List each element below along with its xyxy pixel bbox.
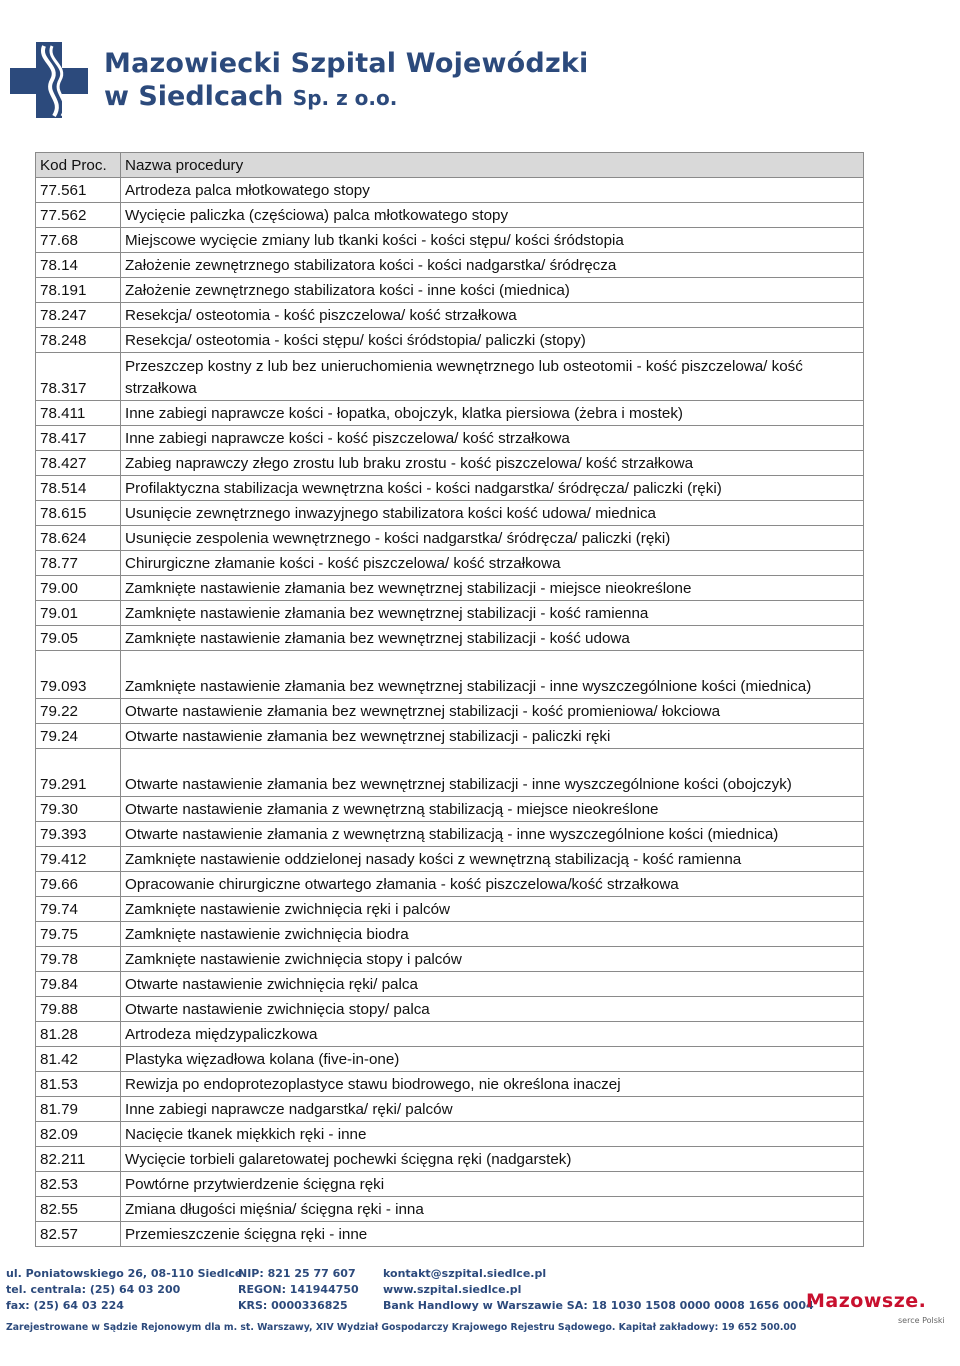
table-row (36, 203, 864, 228)
footer-regon: REGON: 141944750 (238, 1283, 359, 1296)
procedure-code-cell: 78.247 (36, 303, 121, 328)
procedure-code-cell: 78.248 (36, 328, 121, 353)
footer-fax: fax: (25) 64 03 224 (6, 1299, 124, 1312)
procedure-code-cell: 79.78 (36, 947, 121, 972)
procedure-code-cell: 79.01 (36, 601, 121, 626)
table-row (36, 972, 864, 997)
procedure-code-cell: 79.393 (36, 822, 121, 847)
procedure-code-cell: 78.317 (36, 353, 121, 401)
procedure-name-cell: Resekcja/ osteotomia - kości stępu/ kości śródstopia/ paliczki (stopy) (121, 328, 864, 353)
procedure-name-cell: Zamknięte nastawienie złamania bez wewnętrznej stabilizacji - kość ramienna (121, 601, 864, 626)
procedure-name-cell: Usunięcie zespolenia wewnętrznego - kości nadgarstka/ śródręcza/ paliczki (ręki) (121, 526, 864, 551)
procedure-code-cell: 81.28 (36, 1022, 121, 1047)
table-row (36, 228, 864, 253)
table-row (36, 724, 864, 749)
procedure-name-cell: Nacięcie tkanek miękkich ręki - inne (121, 1122, 864, 1147)
procedure-code-cell: 78.417 (36, 426, 121, 451)
procedure-code-cell: 79.093 (36, 651, 121, 699)
table-row (36, 847, 864, 872)
organization-name-line1: Mazowiecki Szpital Wojewódzki (104, 48, 589, 79)
procedure-code-cell: 79.84 (36, 972, 121, 997)
procedure-code-cell: 82.53 (36, 1172, 121, 1197)
footer-krs: KRS: 0000336825 (238, 1299, 348, 1312)
procedure-code-cell: 78.427 (36, 451, 121, 476)
footer-contact-column (6, 1266, 242, 1314)
procedure-code-cell: 78.615 (36, 501, 121, 526)
table-row (36, 1197, 864, 1222)
procedure-code-cell: 79.88 (36, 997, 121, 1022)
table-row (36, 947, 864, 972)
table-row (36, 278, 864, 303)
procedure-code-cell: 79.05 (36, 626, 121, 651)
table-row (36, 651, 864, 699)
procedure-name-cell: Zamknięte nastawienie zwichnięcia ręki i palców (121, 897, 864, 922)
organization-city: w Siedlcach (104, 81, 284, 112)
table-row (36, 897, 864, 922)
footer-website-link[interactable]: www.szpital.siedlce.pl (383, 1283, 522, 1296)
footer-ids-column (238, 1266, 359, 1314)
mazowsze-logo (806, 1290, 945, 1325)
column-header-code: Kod Proc. (36, 153, 121, 178)
procedure-name-cell: Powtórne przytwierdzenie ścięgna ręki (121, 1172, 864, 1197)
procedure-name-cell: Założenie zewnętrznego stabilizatora kości - kości nadgarstka/ śródręcza (121, 253, 864, 278)
procedure-name-cell: Usunięcie zewnętrznego inwazyjnego stabilizatora kości kość udowa/ miednica (121, 501, 864, 526)
footer-tel: tel. centrala: (25) 64 03 200 (6, 1283, 181, 1296)
footer-registration: Zarejestrowane w Sądzie Rejonowym dla m. st. Warszawy, XIV Wydział Gospodarczy Krajowego Rejestru Sądowego. Kapitał zakładowy: 19 652 500.00 (6, 1322, 797, 1333)
table-row (36, 551, 864, 576)
procedure-code-cell: 81.53 (36, 1072, 121, 1097)
procedure-name-cell: Chirurgiczne złamanie kości - kość piszczelowa/ kość strzałkowa (121, 551, 864, 576)
table-row (36, 797, 864, 822)
table-row (36, 1097, 864, 1122)
procedure-code-cell: 78.14 (36, 253, 121, 278)
table-row (36, 1147, 864, 1172)
procedure-name-cell: Rewizja po endoprotezoplastyce stawu biodrowego, nie określona inaczej (121, 1072, 864, 1097)
table-row (36, 601, 864, 626)
table-row (36, 1022, 864, 1047)
table-row (36, 451, 864, 476)
procedure-code-cell: 79.66 (36, 872, 121, 897)
procedure-name-cell: Zamknięte nastawienie złamania bez wewnętrznej stabilizacji - miejsce nieokreślone (121, 576, 864, 601)
table-row (36, 328, 864, 353)
table-row (36, 501, 864, 526)
procedure-name-cell: Założenie zewnętrznego stabilizatora kości - inne kości (miednica) (121, 278, 864, 303)
procedure-code-cell: 81.79 (36, 1097, 121, 1122)
procedure-name-cell: Otwarte nastawienie zwichnięcia ręki/ palca (121, 972, 864, 997)
footer-address: ul. Poniatowskiego 26, 08-110 Siedlce (6, 1267, 243, 1280)
procedure-name-cell: Otwarte nastawienie zwichnięcia stopy/ palca (121, 997, 864, 1022)
procedure-name-cell: Zamknięte nastawienie złamania bez wewnętrznej stabilizacji - kość udowa (121, 626, 864, 651)
mazowsze-logo-word: Mazowsze. (806, 1290, 927, 1312)
procedure-code-cell: 77.562 (36, 203, 121, 228)
procedure-name-cell: Plastyka więzadłowa kolana (five-in-one) (121, 1047, 864, 1072)
page-footer (0, 1262, 960, 1366)
procedure-name-cell: Inne zabiegi naprawcze nadgarstka/ ręki/ palców (121, 1097, 864, 1122)
procedure-name-cell: Miejscowe wycięcie zmiany lub tkanki kości - kości stępu/ kości śródstopia (121, 228, 864, 253)
table-row (36, 749, 864, 797)
organization-legal-form: Sp. z o.o. (292, 86, 398, 110)
procedure-name-cell: Inne zabiegi naprawcze kości - łopatka, obojczyk, klatka piersiowa (żebra i mostek) (121, 401, 864, 426)
hospital-cross-logo-icon (8, 40, 90, 120)
table-row (36, 1072, 864, 1097)
procedure-code-cell: 79.00 (36, 576, 121, 601)
procedure-name-cell: Otwarte nastawienie złamania z wewnętrzną stabilizacją - inne wyszczególnione kości (miednica) (121, 822, 864, 847)
procedure-name-cell: Otwarte nastawienie złamania bez wewnętrznej stabilizacji - kość promieniowa/ łokciowa (121, 699, 864, 724)
mazowsze-logo-tagline: serce Polski (898, 1316, 945, 1325)
procedure-code-cell: 79.74 (36, 897, 121, 922)
table-row (36, 576, 864, 601)
procedure-code-cell: 78.624 (36, 526, 121, 551)
footer-bank: Bank Handlowy w Warszawie SA: 18 1030 1508 0000 0008 1656 0004 (383, 1299, 814, 1312)
table-row (36, 626, 864, 651)
procedure-name-cell: Zamknięte nastawienie zwichnięcia stopy i palców (121, 947, 864, 972)
procedure-code-cell: 77.68 (36, 228, 121, 253)
table-row (36, 699, 864, 724)
procedure-name-cell: Zmiana długości mięśnia/ ścięgna ręki - inna (121, 1197, 864, 1222)
procedure-name-cell: Przemieszczenie ścięgna ręki - inne (121, 1222, 864, 1247)
procedure-code-cell: 78.191 (36, 278, 121, 303)
table-row (36, 1172, 864, 1197)
procedure-code-cell: 77.561 (36, 178, 121, 203)
procedure-name-cell: Zamknięte nastawienie zwichnięcia biodra (121, 922, 864, 947)
procedure-code-cell: 78.411 (36, 401, 121, 426)
table-row (36, 303, 864, 328)
page-header (0, 0, 960, 125)
procedure-code-cell: 78.77 (36, 551, 121, 576)
procedure-code-cell: 78.514 (36, 476, 121, 501)
procedure-name-cell: Przeszczep kostny z lub bez unieruchomienia wewnętrznego lub osteotomii - kość piszczelowa/ kość strzałkowa (121, 353, 864, 401)
table-row (36, 401, 864, 426)
procedure-code-cell: 82.55 (36, 1197, 121, 1222)
procedure-code-cell: 79.412 (36, 847, 121, 872)
table-row (36, 178, 864, 203)
footer-web-column (383, 1266, 814, 1314)
procedure-name-cell: Artrodeza międzypaliczkowa (121, 1022, 864, 1047)
table-row (36, 872, 864, 897)
organization-name (104, 50, 588, 110)
procedure-code-cell: 82.211 (36, 1147, 121, 1172)
procedure-code-cell: 82.09 (36, 1122, 121, 1147)
table-row (36, 1047, 864, 1072)
table-row (36, 822, 864, 847)
procedure-code-cell: 82.57 (36, 1222, 121, 1247)
procedure-code-cell: 79.291 (36, 749, 121, 797)
procedure-name-cell: Inne zabiegi naprawcze kości - kość piszczelowa/ kość strzałkowa (121, 426, 864, 451)
procedure-code-cell: 79.24 (36, 724, 121, 749)
procedure-name-cell: Zamknięte nastawienie złamania bez wewnętrznej stabilizacji - inne wyszczególnione kości (miednica) (121, 651, 864, 699)
procedure-name-cell: Wycięcie torbieli galaretowatej pochewki ścięgna ręki (nadgarstek) (121, 1147, 864, 1172)
procedure-name-cell: Otwarte nastawienie złamania bez wewnętrznej stabilizacji - paliczki ręki (121, 724, 864, 749)
table-row (36, 922, 864, 947)
footer-nip: NIP: 821 25 77 607 (238, 1267, 356, 1280)
column-header-name: Nazwa procedury (121, 153, 864, 178)
table-row (36, 353, 864, 401)
procedure-name-cell: Opracowanie chirurgiczne otwartego złamania - kość piszczelowa/kość strzałkowa (121, 872, 864, 897)
procedure-name-cell: Wycięcie paliczka (częściowa) palca młotkowatego stopy (121, 203, 864, 228)
table-row (36, 526, 864, 551)
table-row (36, 476, 864, 501)
table-header-row (36, 153, 864, 178)
procedure-name-cell: Otwarte nastawienie złamania bez wewnętrznej stabilizacji - inne wyszczególnione kości (obojczyk) (121, 749, 864, 797)
procedure-code-cell: 81.42 (36, 1047, 121, 1072)
procedure-name-cell: Resekcja/ osteotomia - kość piszczelowa/ kość strzałkowa (121, 303, 864, 328)
procedure-code-cell: 79.30 (36, 797, 121, 822)
procedure-code-cell: 79.75 (36, 922, 121, 947)
table-row (36, 1222, 864, 1247)
procedure-name-cell: Profilaktyczna stabilizacja wewnętrzna kości - kości nadgarstka/ śródręcza/ paliczki (ręki) (121, 476, 864, 501)
table-row (36, 253, 864, 278)
procedure-name-cell: Zabieg naprawczy złego zrostu lub braku zrostu - kość piszczelowa/ kość strzałkowa (121, 451, 864, 476)
table-row (36, 997, 864, 1022)
organization-name-line2 (104, 83, 588, 110)
table-row (36, 1122, 864, 1147)
procedure-name-cell: Otwarte nastawienie złamania z wewnętrzną stabilizacją - miejsce nieokreślone (121, 797, 864, 822)
table-row (36, 426, 864, 451)
procedure-name-cell: Artrodeza palca młotkowatego stopy (121, 178, 864, 203)
procedures-table (35, 152, 864, 1247)
procedure-code-cell: 79.22 (36, 699, 121, 724)
procedure-name-cell: Zamknięte nastawienie oddzielonej nasady kości z wewnętrzną stabilizacją - kość ramienna (121, 847, 864, 872)
footer-email-link[interactable]: kontakt@szpital.siedlce.pl (383, 1267, 547, 1280)
